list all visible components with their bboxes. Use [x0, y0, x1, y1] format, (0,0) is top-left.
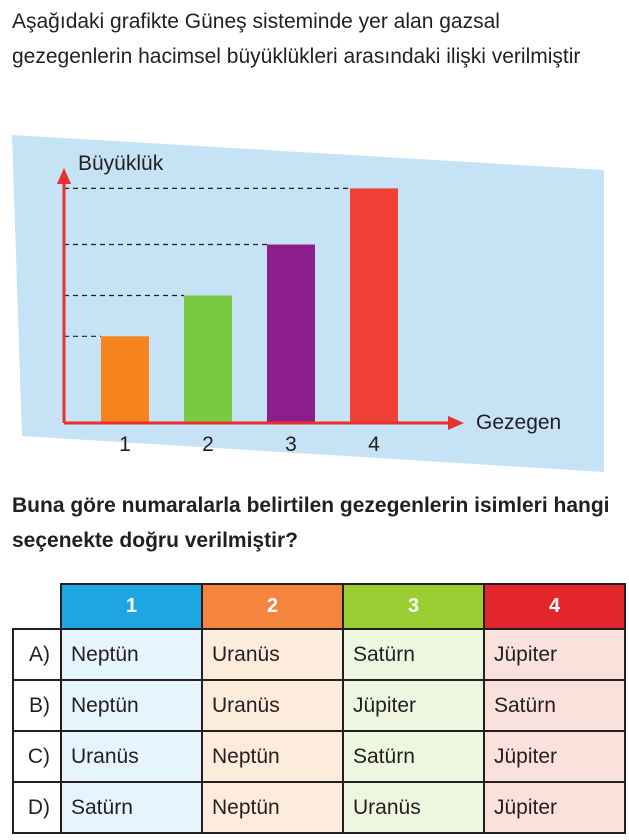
column-header-1: 1 — [61, 584, 202, 629]
bar-3 — [267, 245, 315, 424]
x-tick-label: 1 — [119, 433, 131, 456]
x-tick-label: 4 — [368, 433, 380, 456]
column-header-2: 2 — [202, 584, 343, 629]
option-row-d[interactable] — [13, 782, 625, 833]
option-label: B) — [13, 680, 61, 731]
x-axis-label: Gezegen — [476, 411, 562, 434]
option-label: D) — [13, 782, 61, 833]
option-row-b[interactable] — [13, 680, 625, 731]
table-cell: Satürn — [343, 629, 484, 680]
table-cell: Uranüs — [202, 629, 343, 680]
option-row-c[interactable] — [13, 731, 625, 782]
table-cell: Jüpiter — [484, 731, 625, 782]
table-cell: Jüpiter — [343, 680, 484, 731]
table-cell: Uranüs — [202, 680, 343, 731]
column-header-4: 4 — [484, 584, 625, 629]
bar-1 — [101, 336, 149, 423]
table-cell: Uranüs — [343, 782, 484, 833]
table-cell: Jüpiter — [484, 782, 625, 833]
table-corner — [13, 584, 61, 629]
table-header-row — [13, 584, 625, 629]
x-tick-label: 2 — [202, 433, 214, 456]
option-row-a[interactable] — [13, 629, 625, 680]
bar-4 — [350, 188, 398, 423]
table-cell: Neptün — [61, 629, 202, 680]
table-cell: Neptün — [202, 731, 343, 782]
table-cell: Satürn — [343, 731, 484, 782]
answer-table — [12, 583, 626, 834]
column-header-3: 3 — [343, 584, 484, 629]
table-cell: Satürn — [484, 680, 625, 731]
x-tick-label: 3 — [285, 433, 297, 456]
table-cell: Neptün — [61, 680, 202, 731]
bar-chart — [0, 130, 629, 475]
table-cell: Uranüs — [61, 731, 202, 782]
y-axis-label: Büyüklük — [78, 152, 164, 175]
bar-2 — [184, 296, 232, 424]
option-label: C) — [13, 731, 61, 782]
table-cell: Jüpiter — [484, 629, 625, 680]
option-label: A) — [13, 629, 61, 680]
table-cell: Neptün — [202, 782, 343, 833]
question-text: Buna göre numaralarla belirtilen gezegenlerin isimleri hangi seçenekte doğru verilmiştir? — [12, 494, 610, 552]
intro-text: Aşağıdaki grafikte Güneş sisteminde yer alan gazsal gezegenlerin hacimsel büyüklükleri arasındaki ilişki verilmiştir — [12, 10, 581, 68]
table-cell: Satürn — [61, 782, 202, 833]
